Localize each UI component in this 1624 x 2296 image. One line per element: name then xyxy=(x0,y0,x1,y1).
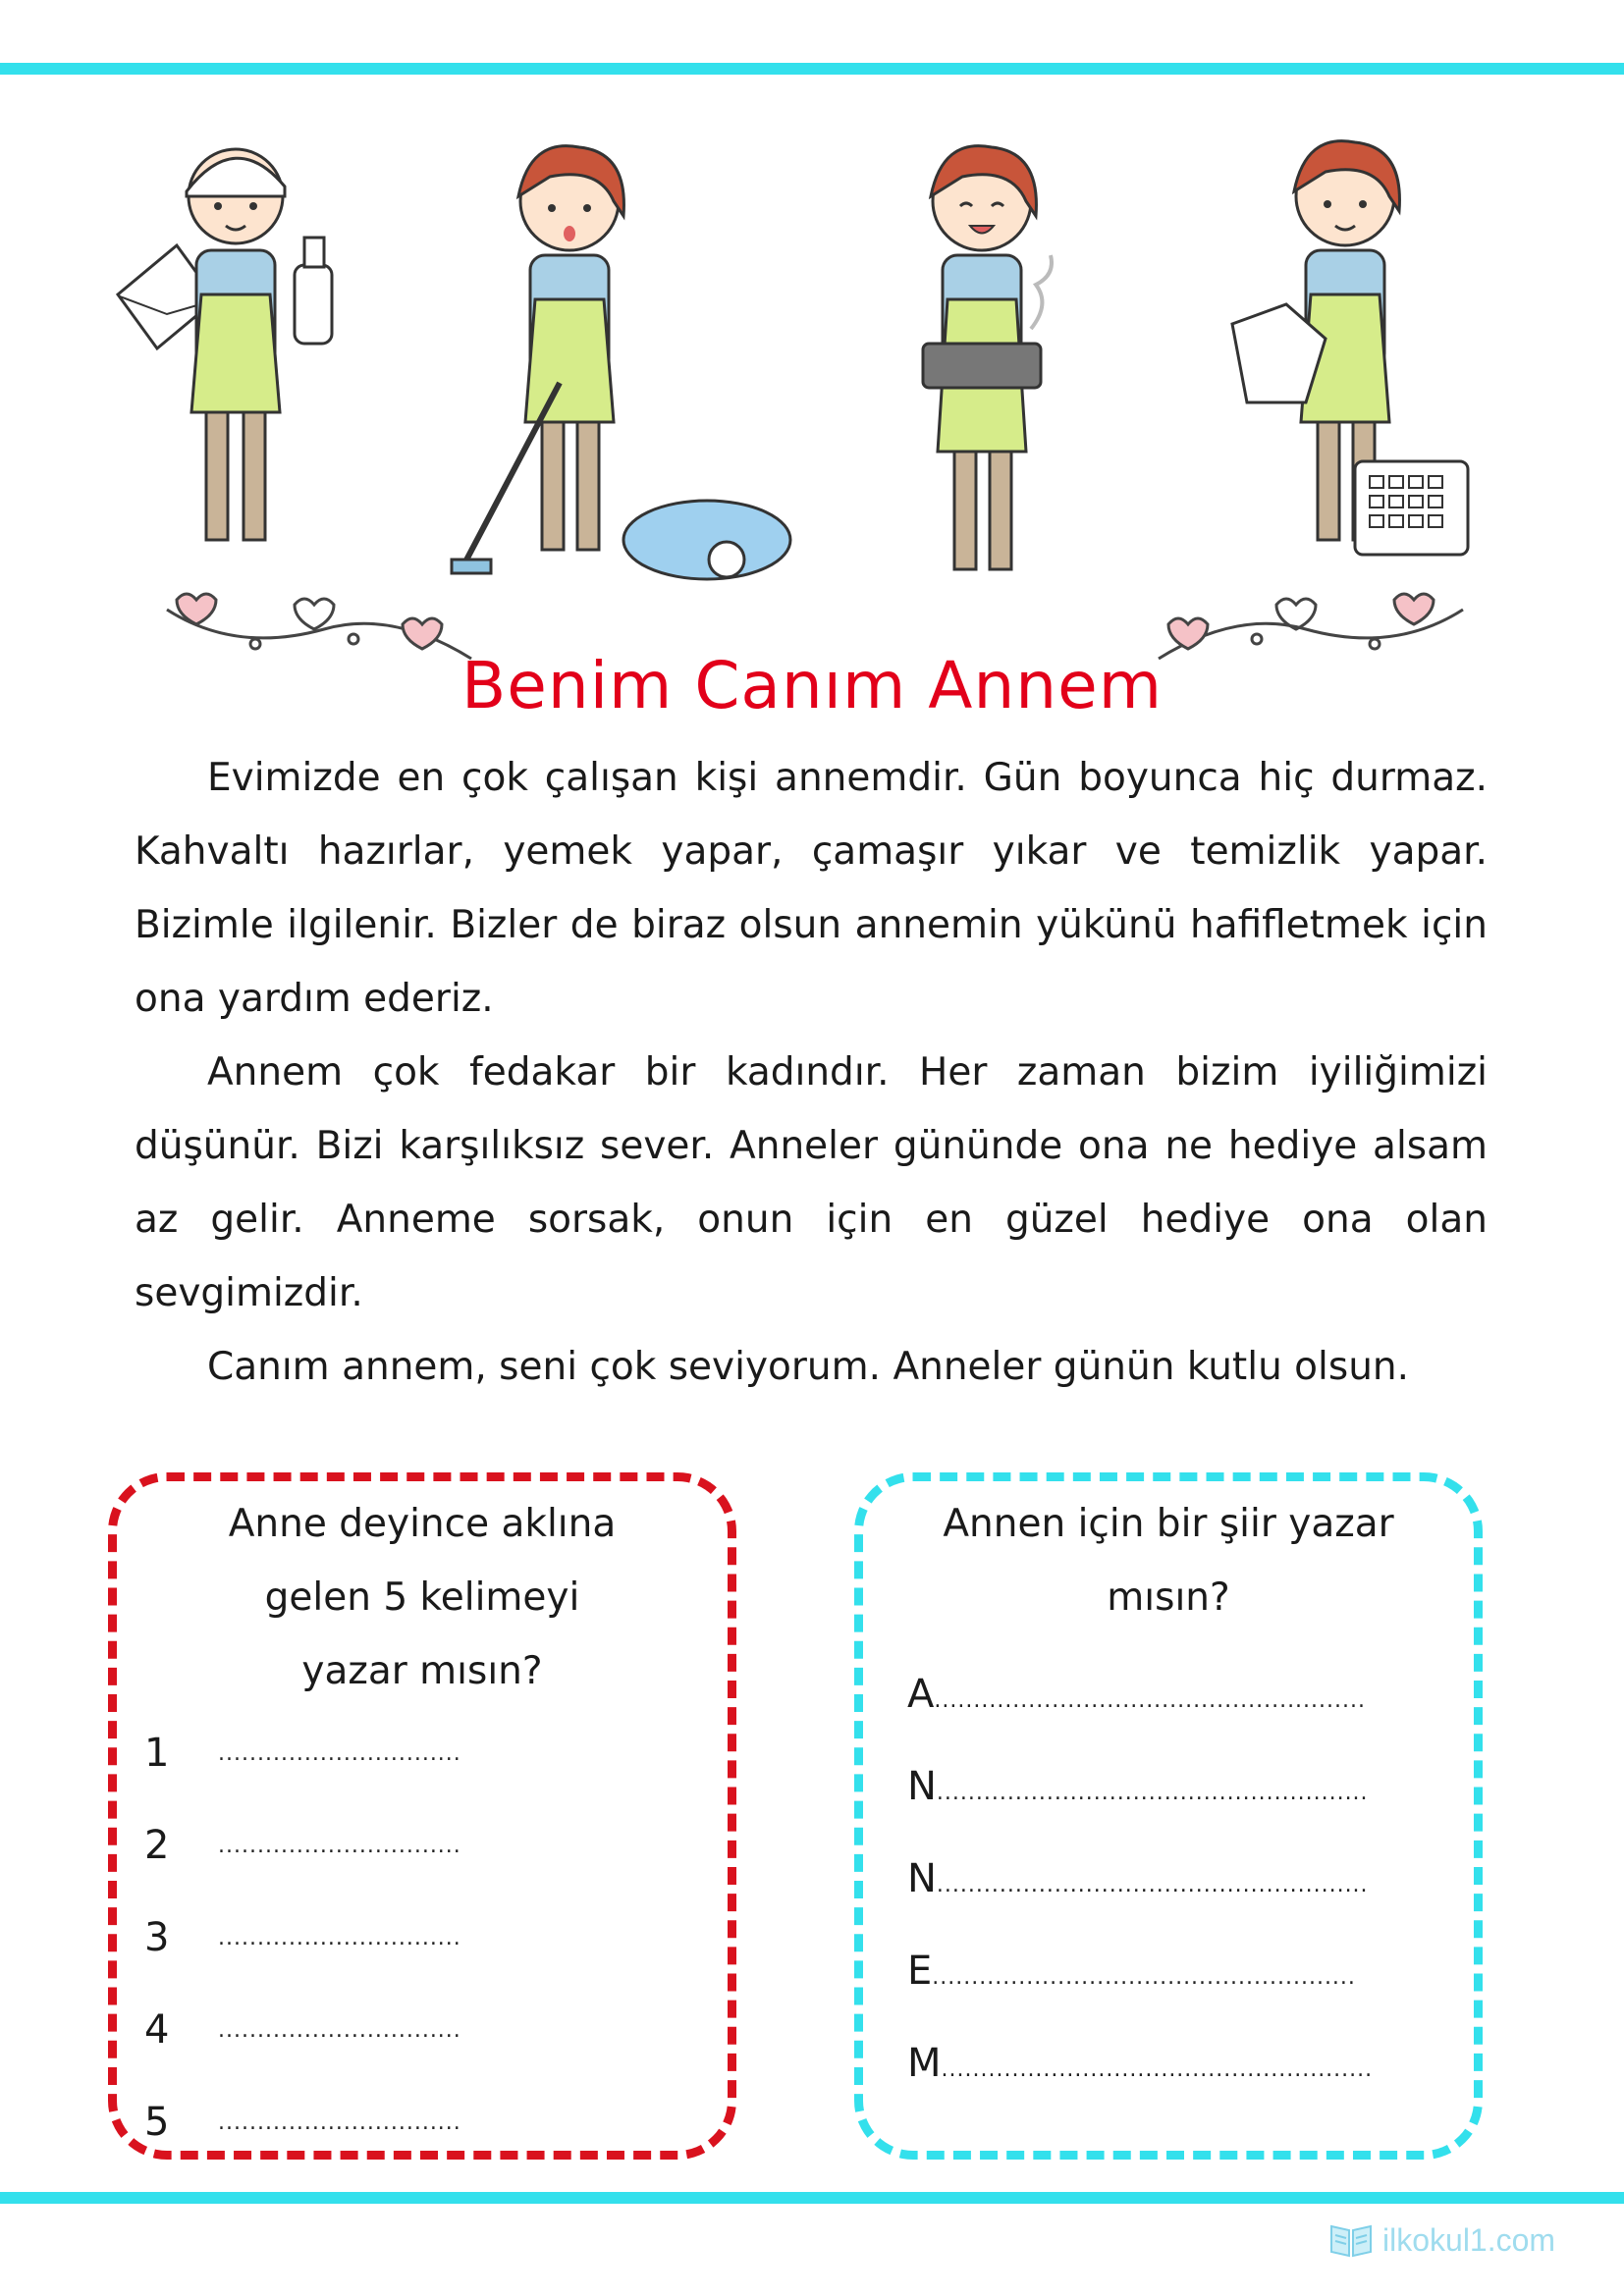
five-words-box-title xyxy=(117,1487,728,1708)
five-words-list xyxy=(144,1707,694,2168)
illustration-mothers-working xyxy=(0,128,1624,599)
acrostic-line-a[interactable] xyxy=(907,1648,1457,1740)
acrostic-blank[interactable]: ....................................................... xyxy=(936,1780,1369,1805)
word-blank[interactable]: ............................... xyxy=(218,1925,461,1950)
book-icon xyxy=(1327,2220,1375,2260)
mother-cleaning-illustration xyxy=(108,128,383,579)
five-words-title-line-1: Anne deyince aklına xyxy=(228,1502,617,1546)
story-paragraph-3: Canım annem, seni çok seviyorum. Anneler günün kutlu olsun. xyxy=(207,1345,1410,1389)
story-paragraph-1: Evimizde en çok çalışan kişi annemdir. Gün boyunca hiç durmaz. Kahvaltı hazırlar, yemek yapar, çamaşır yıkar ve temizlik yapar. Bizimle ilgilenir. Bizler de biraz olsun annemin yükünü hafifletmek için ona yardım ederiz. xyxy=(135,756,1488,1021)
word-number: 5 xyxy=(144,2100,170,2145)
mother-laundry-illustration xyxy=(1208,128,1483,579)
mother-vacuuming-illustration xyxy=(432,128,805,599)
acrostic-letter: N xyxy=(907,1764,937,1809)
acrostic-box-title xyxy=(863,1487,1474,1634)
word-line-4[interactable] xyxy=(144,1984,694,2076)
page-title: Benim Canım Annem xyxy=(461,648,1163,723)
word-blank[interactable]: ............................... xyxy=(218,1740,461,1766)
acrostic-line-n2[interactable] xyxy=(907,1833,1457,1925)
acrostic-letter: A xyxy=(907,1672,935,1717)
acrostic-blank[interactable]: ....................................................... xyxy=(941,2056,1374,2082)
acrostic-blank[interactable]: ....................................................... xyxy=(936,1872,1369,1897)
word-line-2[interactable] xyxy=(144,1799,694,1892)
story-paragraph-2: Annem çok fedakar bir kadındır. Her zaman bizim iyiliğimizi düşünür. Bizi karşılıksız sever. Anneler gününde ona ne hediye alsam az gelir. Anneme sorsak, onun için en güzel hediye ona olan sevgimizdir. xyxy=(135,1050,1488,1315)
acrostic-line-n1[interactable] xyxy=(907,1740,1457,1833)
five-words-title-line-2: gelen 5 kelimeyi xyxy=(264,1575,580,1620)
word-line-5[interactable] xyxy=(144,2076,694,2168)
brand-name: ilkokul1.com xyxy=(1382,2221,1556,2258)
acrostic-line-e[interactable] xyxy=(907,1925,1457,2017)
acrostic-poem-box xyxy=(854,1472,1483,2160)
brand-logo xyxy=(1327,2220,1555,2260)
word-number: 2 xyxy=(144,1823,170,1868)
word-number: 3 xyxy=(144,1915,170,1960)
word-blank[interactable]: ............................... xyxy=(218,2109,461,2135)
top-border-line xyxy=(0,63,1624,75)
five-words-box xyxy=(108,1472,736,2160)
acrostic-letter: E xyxy=(907,1949,933,1994)
acrostic-blank[interactable]: ....................................................... xyxy=(934,1687,1366,1713)
acrostic-blank[interactable]: ...................................................... xyxy=(932,1964,1356,1990)
story-text xyxy=(135,741,1488,1404)
word-number: 4 xyxy=(144,2007,170,2053)
acrostic-letter: M xyxy=(907,2041,942,2086)
five-words-title-line-3: yazar mısın? xyxy=(301,1649,543,1693)
acrostic-line-m[interactable] xyxy=(907,2017,1457,2109)
word-blank[interactable]: ............................... xyxy=(218,1833,461,1858)
mother-cooking-illustration xyxy=(884,128,1110,599)
word-number: 1 xyxy=(144,1731,170,1776)
word-blank[interactable]: ............................... xyxy=(218,2017,461,2043)
acrostic-list xyxy=(907,1648,1457,2109)
acrostic-title-line-2: mısın? xyxy=(1107,1575,1230,1620)
word-line-3[interactable] xyxy=(144,1892,694,1984)
acrostic-letter: N xyxy=(907,1856,937,1901)
word-line-1[interactable] xyxy=(144,1707,694,1799)
bottom-border-line xyxy=(0,2192,1624,2204)
acrostic-title-line-1: Annen için bir şiir yazar xyxy=(943,1502,1394,1546)
